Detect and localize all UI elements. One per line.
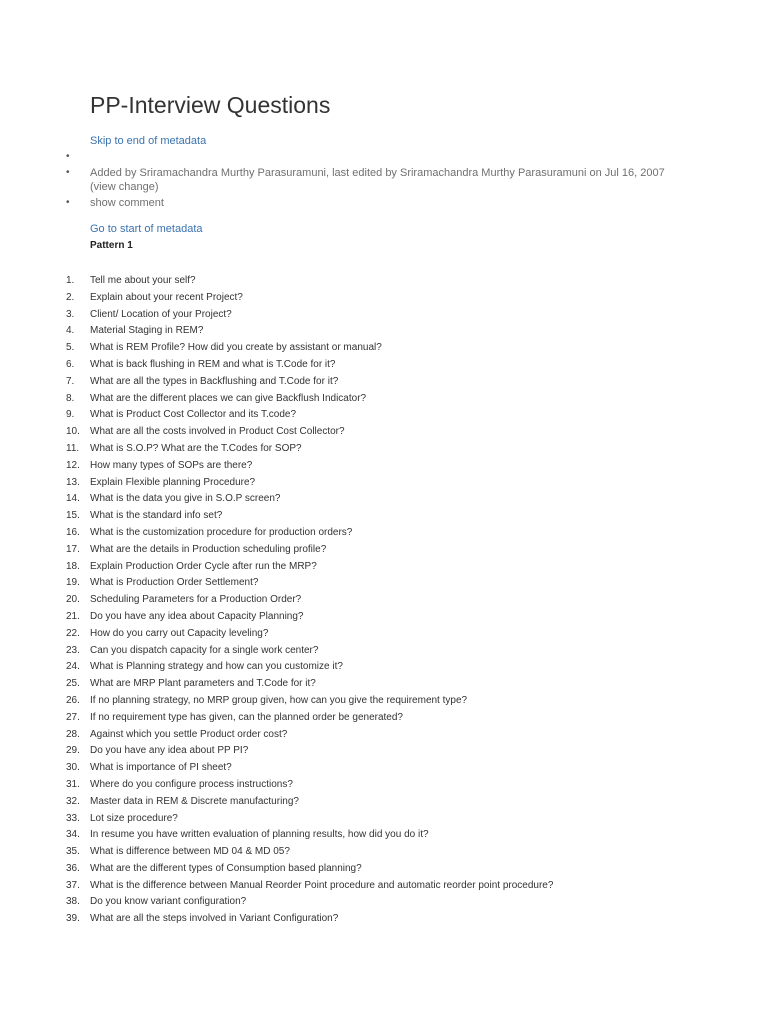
question-number: 33. [66, 812, 80, 824]
question-number: 18. [66, 560, 80, 572]
question-text: What is Production Order Settlement? [90, 577, 259, 589]
question-item [0, 357, 768, 374]
question-item [0, 273, 768, 290]
question-text: What is back flushing in REM and what is T.Code for it? [90, 358, 336, 370]
question-text: Do you have any idea about PP PI? [90, 745, 249, 757]
question-item [0, 340, 768, 357]
question-number: 11. [66, 442, 80, 454]
question-number: 15. [66, 510, 80, 522]
question-text: Explain Production Order Cycle after run the MRP? [90, 560, 317, 572]
question-item [0, 794, 768, 811]
question-number: 39. [66, 913, 80, 925]
question-number: 29. [66, 745, 80, 757]
question-number: 36. [66, 862, 80, 874]
question-item [0, 609, 768, 626]
bullet-icon: • [66, 167, 70, 178]
question-number: 14. [66, 493, 80, 505]
question-number: 25. [66, 678, 80, 690]
question-text: What is difference between MD 04 & MD 05? [90, 846, 290, 858]
bullet-icon: • [66, 197, 70, 208]
question-text: What is S.O.P? What are the T.Codes for SOP? [90, 442, 302, 454]
question-item [0, 777, 768, 794]
question-number: 8. [66, 392, 75, 404]
question-text: If no requirement type has given, can the planned order be generated? [90, 711, 403, 723]
question-number: 23. [66, 644, 80, 656]
question-number: 5. [66, 342, 75, 354]
question-text: What is the customization procedure for production orders? [90, 526, 353, 538]
question-text: What is the data you give in S.O.P screen? [90, 493, 281, 505]
metadata-item-author [0, 166, 768, 194]
question-item [0, 811, 768, 828]
question-number: 22. [66, 627, 80, 639]
question-text: Tell me about your self? [90, 275, 196, 286]
question-text: What are the details in Production scheduling profile? [90, 543, 327, 555]
question-text: What are all the steps involved in Variant Configuration? [90, 913, 339, 925]
question-text: What are all the costs involved in Product Cost Collector? [90, 426, 345, 438]
metadata-item-show-comment[interactable] [0, 196, 768, 210]
question-text: Explain Flexible planning Procedure? [90, 476, 256, 488]
go-to-start-of-metadata-link[interactable]: Go to start of metadata [90, 223, 203, 235]
question-item [0, 424, 768, 441]
metadata-item-empty [0, 150, 768, 164]
question-text: Material Staging in REM? [90, 325, 204, 337]
question-item [0, 743, 768, 760]
question-item [0, 760, 768, 777]
question-item [0, 878, 768, 895]
question-number: 7. [66, 375, 75, 387]
question-text: Where do you configure process instructions? [90, 778, 293, 790]
question-number: 31. [66, 778, 80, 790]
questions-list [0, 273, 768, 928]
pattern-label: Pattern 1 [90, 240, 133, 251]
question-item [0, 643, 768, 660]
question-item [0, 491, 768, 508]
question-text: What are MRP Plant parameters and T.Code for it? [90, 678, 316, 690]
question-text: What is Planning strategy and how can you customize it? [90, 661, 343, 673]
question-item [0, 894, 768, 911]
question-number: 30. [66, 762, 80, 774]
question-number: 16. [66, 526, 80, 538]
question-text: What is REM Profile? How did you create by assistant or manual? [90, 342, 382, 354]
question-item [0, 676, 768, 693]
question-text: Can you dispatch capacity for a single work center? [90, 644, 319, 656]
question-number: 34. [66, 829, 80, 841]
question-text: What are all the types in Backflushing and T.Code for it? [90, 375, 339, 387]
question-text: Explain about your recent Project? [90, 291, 243, 303]
question-item [0, 710, 768, 727]
question-text: What are the different types of Consumption based planning? [90, 862, 362, 874]
question-number: 21. [66, 610, 80, 622]
question-text: Scheduling Parameters for a Production Order? [90, 594, 302, 606]
question-number: 20. [66, 594, 80, 606]
question-text: Do you know variant configuration? [90, 896, 247, 908]
question-item [0, 575, 768, 592]
author-line: Added by Sriramachandra Murthy Parasuramuni, last edited by Sriramachandra Murthy Parasuramuni on Jul 16, 2007 (view change) [90, 167, 665, 193]
question-number: 35. [66, 846, 80, 858]
question-number: 6. [66, 358, 75, 370]
bullet-icon: • [66, 151, 70, 162]
question-item [0, 861, 768, 878]
question-number: 1. [66, 275, 75, 286]
question-item [0, 525, 768, 542]
page-title: PP-Interview Questions [90, 92, 331, 118]
question-number: 27. [66, 711, 80, 723]
question-number: 19. [66, 577, 80, 589]
question-item [0, 592, 768, 609]
question-number: 9. [66, 409, 75, 421]
question-text: Client/ Location of your Project? [90, 308, 232, 320]
question-number: 3. [66, 308, 75, 320]
question-text: What is Product Cost Collector and its T.code? [90, 409, 297, 421]
question-number: 37. [66, 879, 80, 891]
question-item [0, 441, 768, 458]
question-item [0, 693, 768, 710]
question-item [0, 911, 768, 928]
question-text: What is the difference between Manual Reorder Point procedure and automatic reorder point procedure? [90, 879, 554, 891]
question-item [0, 542, 768, 559]
question-text: In resume you have written evaluation of planning results, how did you do it? [90, 829, 429, 841]
question-number: 24. [66, 661, 80, 673]
question-number: 10. [66, 426, 80, 438]
question-item [0, 626, 768, 643]
question-number: 2. [66, 291, 75, 303]
show-comment-link[interactable]: show comment [90, 197, 164, 209]
question-item [0, 659, 768, 676]
question-text: What is the standard info set? [90, 510, 223, 522]
question-item [0, 290, 768, 307]
question-text: Master data in REM & Discrete manufacturing? [90, 795, 299, 807]
question-item [0, 307, 768, 324]
question-number: 4. [66, 325, 75, 337]
question-text: Against which you settle Product order cost? [90, 728, 288, 740]
question-number: 13. [66, 476, 80, 488]
question-item [0, 374, 768, 391]
question-number: 38. [66, 896, 80, 908]
question-item [0, 727, 768, 744]
question-item [0, 458, 768, 475]
question-text: How do you carry out Capacity leveling? [90, 627, 269, 639]
metadata-list [0, 150, 768, 210]
question-text: Lot size procedure? [90, 812, 178, 824]
question-text: Do you have any idea about Capacity Planning? [90, 610, 304, 622]
skip-to-end-of-metadata-link[interactable]: Skip to end of metadata [90, 135, 207, 147]
question-item [0, 391, 768, 408]
question-number: 26. [66, 694, 80, 706]
question-number: 17. [66, 543, 80, 555]
question-item [0, 844, 768, 861]
question-number: 32. [66, 795, 80, 807]
question-item [0, 827, 768, 844]
question-item [0, 559, 768, 576]
question-text: What are the different places we can give Backflush Indicator? [90, 392, 367, 404]
question-text: How many types of SOPs are there? [90, 459, 253, 471]
question-text: What is importance of PI sheet? [90, 762, 232, 774]
question-number: 12. [66, 459, 80, 471]
question-item [0, 508, 768, 525]
question-item [0, 323, 768, 340]
question-item [0, 475, 768, 492]
question-text: If no planning strategy, no MRP group given, how can you give the requirement type? [90, 694, 468, 706]
question-number: 28. [66, 728, 80, 740]
question-item [0, 407, 768, 424]
